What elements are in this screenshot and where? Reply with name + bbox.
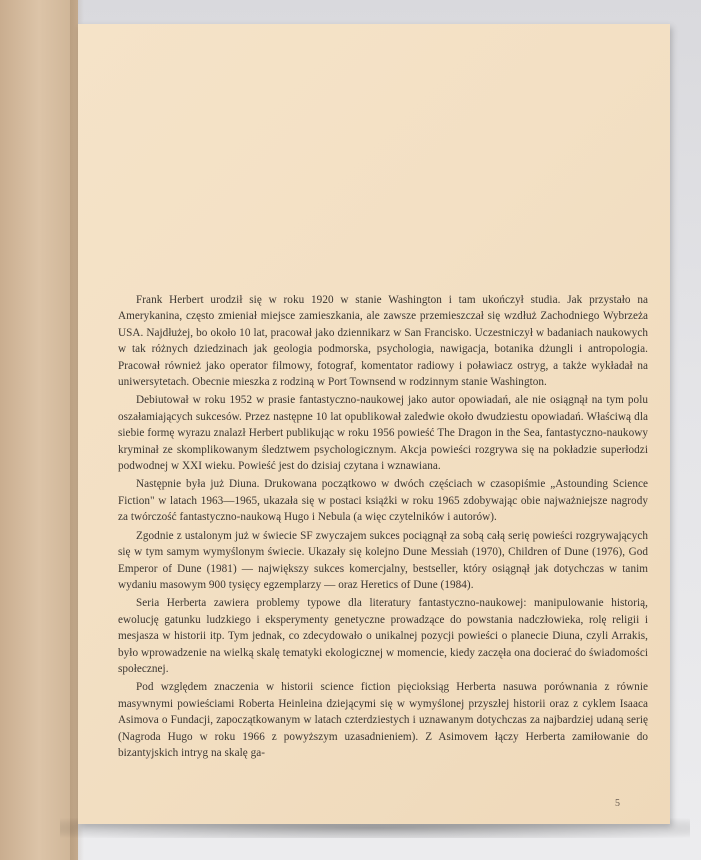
body-text — [118, 292, 648, 763]
paragraph-2: Debiutował w roku 1952 w prasie fantastyczno-naukowej jako autor opowiadań, ale nie osiągnął na tym polu oszałamiających sukcesów. Przez następne 10 lat opublikował zaledwie około dwudziestu opowiadań. Właściwą dla siebie formę wyrazu znalazł Herbert publikując w roku 1956 powieść The Dragon in the Sea, fantastyczno-naukowy kryminał ze skomplikowanym śledztwem psychologicznym. Akcja powieści rozgrywa się na pokładzie superłodzi podwodnej w XXI wieku. Powieść jest do dzisiaj czytana i wznawiana. — [118, 394, 648, 473]
paragraph-3: Następnie była już Diuna. Drukowana początkowo w dwóch częściach w czasopiśmie „Astounding Science Fiction" w latach 1963—1965, ukazała się w postaci książki w roku 1965 zdobywając obie najważniejsze nagrody za twórczość fantastyczno-naukową Hugo i Nebula (a więc czytelników i autorów). — [118, 478, 648, 524]
book-page — [78, 24, 670, 824]
page-number: 5 — [615, 798, 620, 809]
paragraph-4: Zgodnie z ustalonym już w świecie SF zwyczajem sukces pociągnął za sobą całą serię powieści rozgrywających się w tym samym wymyślonym świecie. Ukazały się kolejno Dune Messiah (1970), Children of Dune (1976), God Emperor of Dune (1981) — największy sukces komercjalny, bestseller, który osiągnął jak dotychczas w tanim wydaniu masowym 900 tysięcy egzemplarzy — oraz Heretics of Dune (1984). — [118, 529, 648, 591]
paragraph-1: Frank Herbert urodził się w roku 1920 w stanie Washington i tam ukończył studia. Jak przystało na Amerykanina, często zmieniał miejsce zamieszkania, ale zawsze przemieszczał się wzdłuż Zachodniego Wybrzeża USA. Najdłużej, bo około 10 lat, pracował jako dziennikarz w San Francisko. Uczestniczył w badaniach naukowych w tak różnych dziedzinach jak geologia podmorska, psychologia, nawigacja, botanika dżungli i antropologia. Pracował również jako operator filmowy, fotograf, komentator radiowy i poławiacz ostryg, a także wykładał na uniwersytetach. Obecnie mieszka z rodziną w Port Townsend w rodzinnym stanie Washington. — [118, 294, 648, 389]
book-spine — [0, 0, 78, 860]
paragraph-6: Pod względem znaczenia w historii science fiction pięcioksiąg Herberta nasuwa porównania z równie masywnymi powieściami Roberta Heinleina dziejącymi się w wymyślonej przyszłej historii oraz z cyklem Isaaca Asimova o Fundacji, zapoczątkowanym w latach czterdziestych i uznawanym dotychczas za najbardziej udaną serię (Nagroda Hugo w roku 1966 z powyższym uzasadnieniem). Z Asimovem łączy Herberta zamiłowanie do bizantyjskich intryg na skalę ga- — [118, 681, 648, 759]
paragraph-5: Seria Herberta zawiera problemy typowe dla literatury fantastyczno-naukowej: manipulowanie historią, ewolucję gatunku ludzkiego i eksperymenty genetyczne prowadzące do powstania nadczłowieka, rolę religii i mesjasza w historii itp. Tym jednak, co zdecydowało o unikalnej pozycji powieści o planecie Diuna, czyli Arrakis, było wprowadzenie na wielką skalę tematyki ekologicznej w momencie, kiedy zaczęła ona docierać do świadomości społecznej. — [118, 597, 648, 675]
